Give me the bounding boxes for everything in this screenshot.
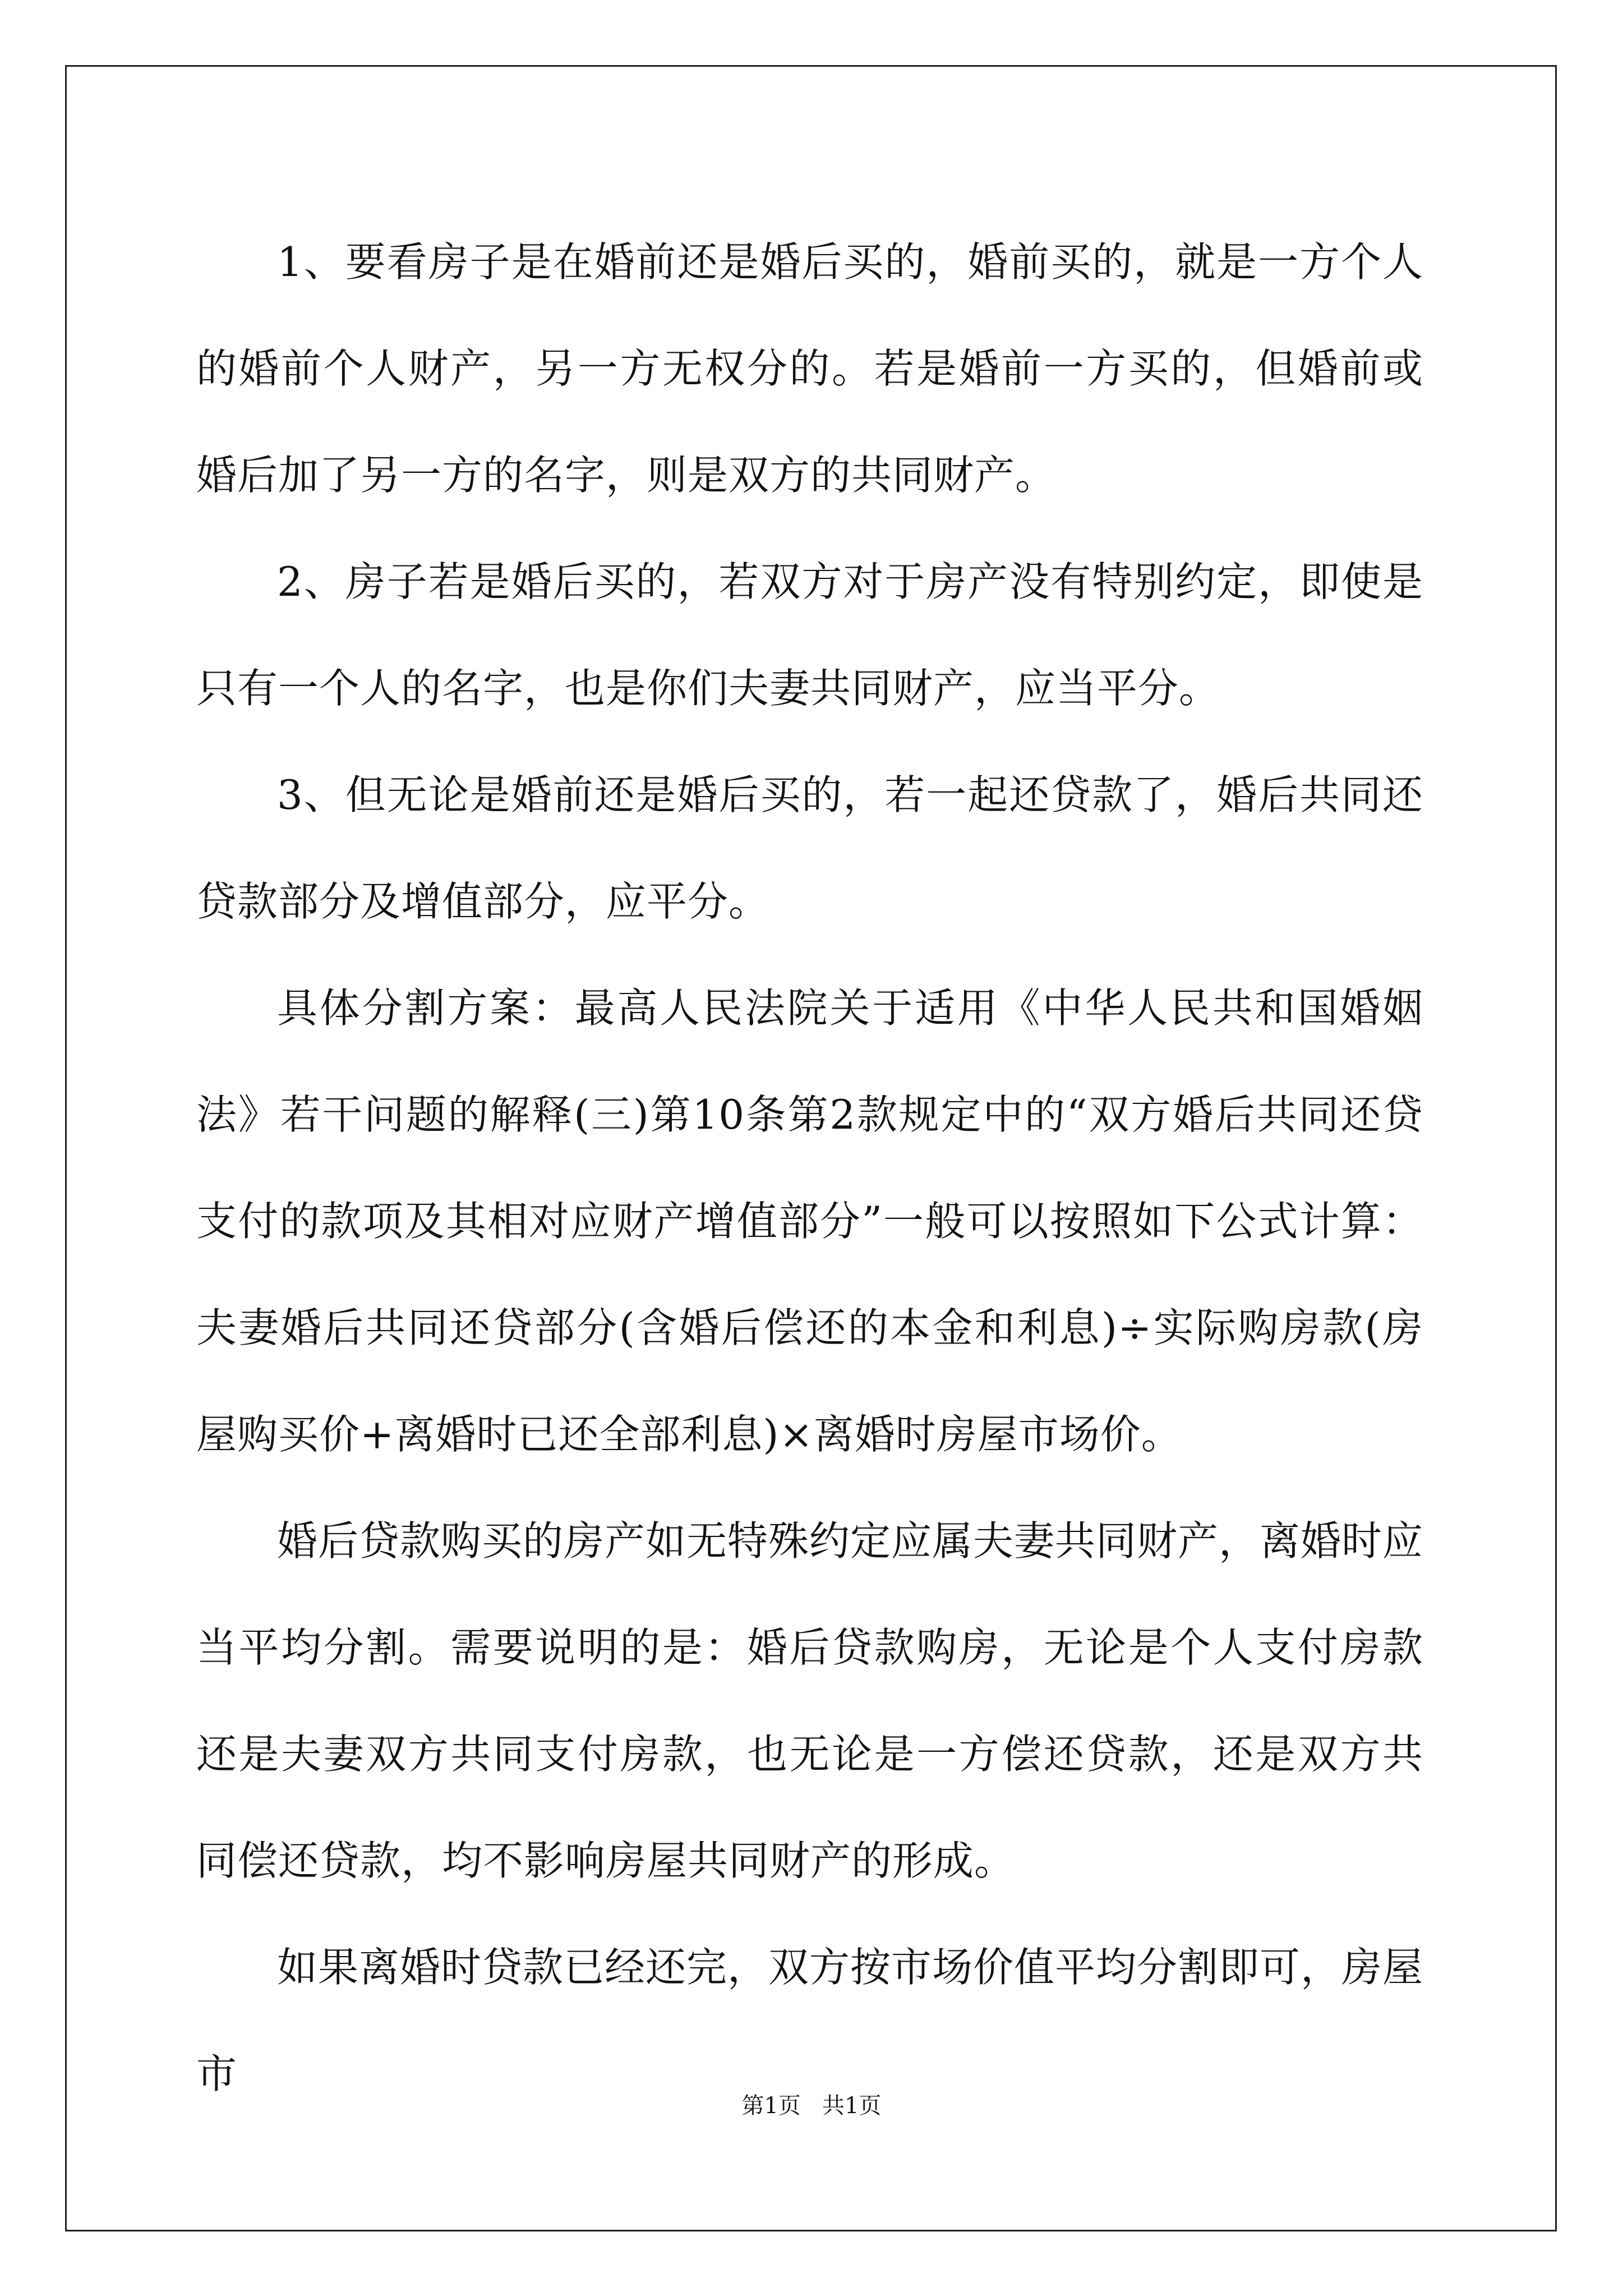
paragraph-5: 婚后贷款购买的房产如无特殊约定应属夫妻共同财产，离婚时应当平均分割。需要说明的是：婚后贷款购房，无论是个人支付房款还是夫妻双方共同支付房款，也无论是一方偿还贷款，还是双方共同偿还贷款，均不影响房屋共同财产的形成。 [196,1517,1424,1884]
paragraph-4: 具体分割方案：最高人民法院关于适用《中华人民共和国婚姻法》若干问题的解释(三)第10条第2款规定中的“双方婚后共同还贷支付的款项及其相对应财产增值部分”一般可以按照如下公式计算：夫妻婚后共同还贷部分(含婚后偿还的本金和利息)÷实际购房款(房屋购买价+离婚时已还全部利息)×离婚时房屋市场价。 [196,984,1423,1458]
paragraph-6: 如果离婚时贷款已经还完，双方按市场价值平均分割即可，房屋市 [196,1944,1424,2097]
page-number-footer: 第1页 共1页 [741,2093,882,2119]
paragraph-3: 3、但无论是婚前还是婚后买的，若一起还贷款了，婚后共同还贷款部分及增值部分，应平分。 [196,771,1423,925]
paragraph-1: 1、要看房子是在婚前还是婚后买的，婚前买的，就是一方个人的婚前个人财产，另一方无权分的。若是婚前一方买的，但婚前或婚后加了另一方的名字，则是双方的共同财产。 [196,238,1423,499]
paragraph-2: 2、房子若是婚后买的，若双方对于房产没有特别约定，即使是只有一个人的名字，也是你们夫妻共同财产，应当平分。 [196,558,1423,712]
document-body [196,209,1423,2127]
